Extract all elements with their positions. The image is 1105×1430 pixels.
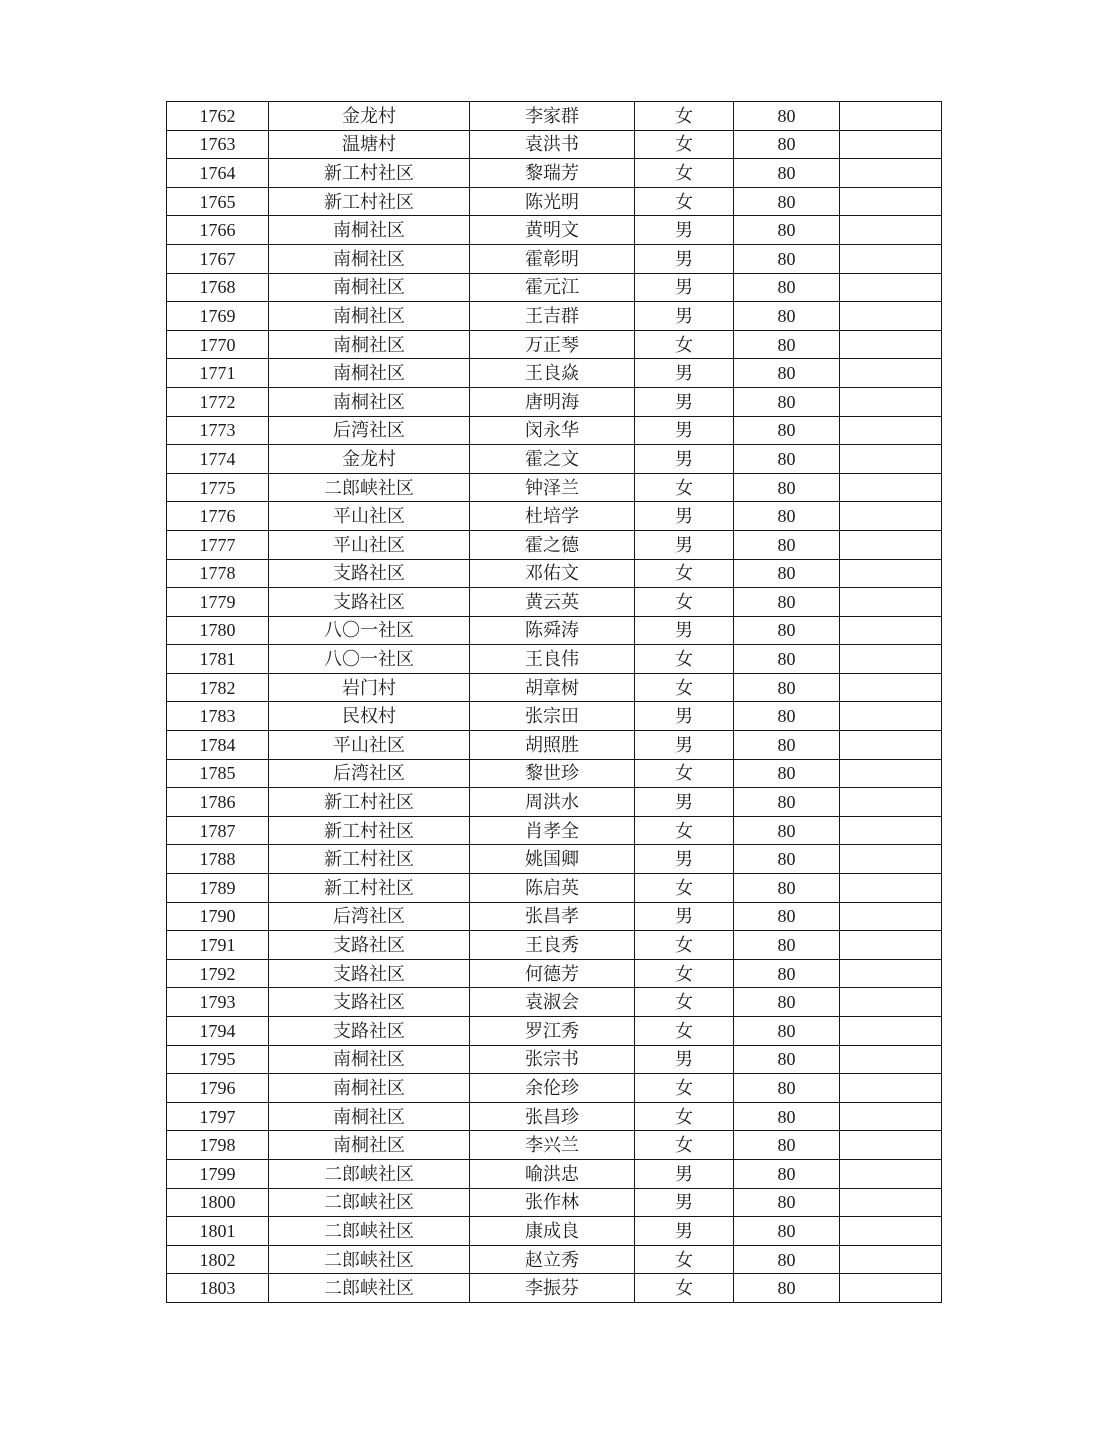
cell-community: 南桐社区 [269,1074,470,1103]
cell-remark [840,874,942,903]
cell-gender: 女 [635,130,734,159]
cell-age: 80 [734,187,840,216]
cell-name: 康成良 [470,1217,635,1246]
cell-community: 金龙村 [269,445,470,474]
cell-name: 赵立秀 [470,1245,635,1274]
cell-gender: 男 [635,244,734,273]
table-row [167,1274,942,1303]
cell-serial-no: 1769 [167,302,269,331]
table-row [167,530,942,559]
cell-name: 李振芬 [470,1274,635,1303]
cell-remark [840,502,942,531]
cell-community: 南桐社区 [269,1131,470,1160]
cell-remark [840,130,942,159]
cell-age: 80 [734,845,840,874]
cell-gender: 男 [635,845,734,874]
cell-community: 后湾社区 [269,759,470,788]
cell-name: 李兴兰 [470,1131,635,1160]
cell-community: 八〇一社区 [269,645,470,674]
table-row [167,645,942,674]
cell-name: 罗江秀 [470,1017,635,1046]
cell-name: 余伦珍 [470,1074,635,1103]
cell-gender: 女 [635,159,734,188]
table-row [167,102,942,131]
cell-gender: 男 [635,1159,734,1188]
cell-name: 唐明海 [470,387,635,416]
cell-community: 后湾社区 [269,902,470,931]
table-row [167,588,942,617]
cell-community: 新工村社区 [269,788,470,817]
cell-community: 二郎峡社区 [269,1274,470,1303]
cell-community: 南桐社区 [269,387,470,416]
cell-serial-no: 1772 [167,387,269,416]
cell-gender: 女 [635,931,734,960]
cell-remark [840,216,942,245]
table-row [167,187,942,216]
cell-gender: 女 [635,473,734,502]
cell-serial-no: 1784 [167,731,269,760]
cell-community: 平山社区 [269,502,470,531]
cell-age: 80 [734,1074,840,1103]
cell-serial-no: 1794 [167,1017,269,1046]
cell-age: 80 [734,1274,840,1303]
cell-gender: 男 [635,302,734,331]
table-row [167,1245,942,1274]
cell-remark [840,1102,942,1131]
cell-name: 黎瑞芳 [470,159,635,188]
roster-table-body [167,102,942,1303]
cell-age: 80 [734,588,840,617]
table-row [167,559,942,588]
cell-remark [840,673,942,702]
cell-serial-no: 1776 [167,502,269,531]
cell-name: 霍元江 [470,273,635,302]
cell-gender: 女 [635,673,734,702]
cell-name: 喻洪忠 [470,1159,635,1188]
table-row [167,959,942,988]
cell-remark [840,902,942,931]
cell-community: 支路社区 [269,959,470,988]
cell-name: 姚国卿 [470,845,635,874]
cell-gender: 男 [635,416,734,445]
cell-serial-no: 1767 [167,244,269,273]
cell-age: 80 [734,130,840,159]
cell-name: 闵永华 [470,416,635,445]
cell-name: 霍之文 [470,445,635,474]
cell-serial-no: 1782 [167,673,269,702]
cell-gender: 男 [635,273,734,302]
cell-age: 80 [734,816,840,845]
cell-community: 支路社区 [269,931,470,960]
cell-name: 袁洪书 [470,130,635,159]
table-row [167,702,942,731]
cell-community: 南桐社区 [269,302,470,331]
cell-serial-no: 1766 [167,216,269,245]
table-row [167,416,942,445]
cell-name: 张宗书 [470,1045,635,1074]
cell-gender: 男 [635,1045,734,1074]
cell-gender: 女 [635,759,734,788]
cell-age: 80 [734,530,840,559]
cell-serial-no: 1785 [167,759,269,788]
table-row [167,273,942,302]
cell-remark [840,788,942,817]
cell-name: 李家群 [470,102,635,131]
cell-age: 80 [734,902,840,931]
cell-gender: 男 [635,902,734,931]
cell-serial-no: 1779 [167,588,269,617]
cell-age: 80 [734,988,840,1017]
cell-community: 南桐社区 [269,216,470,245]
cell-remark [840,1159,942,1188]
cell-community: 南桐社区 [269,1102,470,1131]
cell-name: 邓佑文 [470,559,635,588]
cell-gender: 男 [635,387,734,416]
cell-community: 民权村 [269,702,470,731]
cell-community: 南桐社区 [269,1045,470,1074]
table-row [167,302,942,331]
cell-community: 支路社区 [269,588,470,617]
cell-age: 80 [734,416,840,445]
cell-age: 80 [734,1188,840,1217]
cell-remark [840,273,942,302]
cell-remark [840,702,942,731]
cell-serial-no: 1802 [167,1245,269,1274]
cell-serial-no: 1787 [167,816,269,845]
table-row [167,902,942,931]
cell-community: 新工村社区 [269,816,470,845]
table-row [167,1188,942,1217]
cell-community: 新工村社区 [269,187,470,216]
cell-remark [840,1188,942,1217]
cell-remark [840,1245,942,1274]
cell-community: 岩门村 [269,673,470,702]
cell-remark [840,244,942,273]
cell-age: 80 [734,673,840,702]
cell-remark [840,1274,942,1303]
cell-serial-no: 1771 [167,359,269,388]
cell-age: 80 [734,731,840,760]
cell-remark [840,1074,942,1103]
cell-name: 霍之德 [470,530,635,559]
cell-serial-no: 1774 [167,445,269,474]
cell-name: 王良秀 [470,931,635,960]
cell-name: 张作林 [470,1188,635,1217]
cell-serial-no: 1783 [167,702,269,731]
cell-name: 万正琴 [470,330,635,359]
cell-gender: 男 [635,702,734,731]
cell-community: 二郎峡社区 [269,1217,470,1246]
table-row [167,788,942,817]
cell-name: 王良焱 [470,359,635,388]
cell-community: 南桐社区 [269,359,470,388]
cell-remark [840,530,942,559]
cell-age: 80 [734,959,840,988]
cell-serial-no: 1789 [167,874,269,903]
cell-name: 霍彰明 [470,244,635,273]
cell-gender: 女 [635,330,734,359]
table-row [167,1045,942,1074]
cell-gender: 男 [635,502,734,531]
table-row [167,244,942,273]
cell-gender: 男 [635,616,734,645]
cell-name: 何德芳 [470,959,635,988]
cell-serial-no: 1780 [167,616,269,645]
cell-serial-no: 1801 [167,1217,269,1246]
cell-remark [840,645,942,674]
cell-community: 支路社区 [269,1017,470,1046]
table-row [167,1017,942,1046]
cell-remark [840,102,942,131]
cell-gender: 女 [635,988,734,1017]
cell-gender: 女 [635,645,734,674]
cell-serial-no: 1762 [167,102,269,131]
table-row [167,759,942,788]
cell-name: 陈启英 [470,874,635,903]
cell-remark [840,473,942,502]
cell-remark [840,1045,942,1074]
cell-age: 80 [734,788,840,817]
cell-community: 温塘村 [269,130,470,159]
cell-name: 肖孝全 [470,816,635,845]
cell-remark [840,187,942,216]
cell-name: 陈光明 [470,187,635,216]
cell-remark [840,759,942,788]
cell-community: 金龙村 [269,102,470,131]
cell-age: 80 [734,1045,840,1074]
cell-gender: 女 [635,1102,734,1131]
cell-gender: 男 [635,359,734,388]
cell-serial-no: 1763 [167,130,269,159]
table-row [167,502,942,531]
cell-gender: 女 [635,187,734,216]
table-row [167,1102,942,1131]
cell-gender: 男 [635,445,734,474]
cell-serial-no: 1770 [167,330,269,359]
cell-name: 钟泽兰 [470,473,635,502]
cell-age: 80 [734,1102,840,1131]
cell-gender: 女 [635,1131,734,1160]
cell-community: 新工村社区 [269,874,470,903]
cell-serial-no: 1790 [167,902,269,931]
cell-gender: 女 [635,1274,734,1303]
cell-community: 南桐社区 [269,244,470,273]
cell-age: 80 [734,159,840,188]
table-row [167,988,942,1017]
table-row [167,387,942,416]
cell-age: 80 [734,874,840,903]
cell-remark [840,816,942,845]
cell-serial-no: 1793 [167,988,269,1017]
cell-gender: 女 [635,559,734,588]
cell-serial-no: 1792 [167,959,269,988]
cell-remark [840,330,942,359]
table-row [167,1131,942,1160]
cell-serial-no: 1803 [167,1274,269,1303]
cell-age: 80 [734,1245,840,1274]
cell-gender: 女 [635,959,734,988]
cell-age: 80 [734,1217,840,1246]
cell-name: 张宗田 [470,702,635,731]
cell-serial-no: 1786 [167,788,269,817]
cell-name: 杜培学 [470,502,635,531]
cell-name: 张昌珍 [470,1102,635,1131]
cell-remark [840,302,942,331]
cell-community: 平山社区 [269,530,470,559]
cell-serial-no: 1765 [167,187,269,216]
cell-serial-no: 1799 [167,1159,269,1188]
cell-serial-no: 1768 [167,273,269,302]
cell-remark [840,387,942,416]
cell-age: 80 [734,445,840,474]
roster-table [166,101,942,1303]
cell-community: 八〇一社区 [269,616,470,645]
cell-age: 80 [734,616,840,645]
cell-serial-no: 1773 [167,416,269,445]
cell-serial-no: 1777 [167,530,269,559]
cell-age: 80 [734,559,840,588]
cell-serial-no: 1796 [167,1074,269,1103]
cell-gender: 女 [635,816,734,845]
cell-age: 80 [734,645,840,674]
table-row [167,1217,942,1246]
table-row [167,845,942,874]
cell-serial-no: 1797 [167,1102,269,1131]
cell-name: 黄明文 [470,216,635,245]
cell-gender: 女 [635,1074,734,1103]
cell-age: 80 [734,1017,840,1046]
cell-age: 80 [734,1131,840,1160]
cell-gender: 女 [635,102,734,131]
cell-age: 80 [734,302,840,331]
cell-community: 二郎峡社区 [269,1188,470,1217]
cell-remark [840,1217,942,1246]
cell-community: 支路社区 [269,559,470,588]
cell-name: 王吉群 [470,302,635,331]
cell-gender: 女 [635,1017,734,1046]
cell-serial-no: 1795 [167,1045,269,1074]
cell-remark [840,988,942,1017]
cell-gender: 男 [635,788,734,817]
cell-remark [840,359,942,388]
table-row [167,1074,942,1103]
cell-serial-no: 1788 [167,845,269,874]
cell-remark [840,959,942,988]
cell-community: 二郎峡社区 [269,1159,470,1188]
cell-gender: 男 [635,1217,734,1246]
cell-community: 南桐社区 [269,330,470,359]
cell-community: 二郎峡社区 [269,1245,470,1274]
cell-name: 王良伟 [470,645,635,674]
cell-community: 平山社区 [269,731,470,760]
table-row [167,445,942,474]
table-row [167,359,942,388]
cell-gender: 男 [635,530,734,559]
cell-age: 80 [734,273,840,302]
cell-age: 80 [734,102,840,131]
cell-age: 80 [734,702,840,731]
cell-name: 黄云英 [470,588,635,617]
table-row [167,330,942,359]
cell-gender: 男 [635,1188,734,1217]
table-row [167,130,942,159]
cell-serial-no: 1778 [167,559,269,588]
cell-remark [840,559,942,588]
table-row [167,159,942,188]
table-row [167,473,942,502]
cell-gender: 男 [635,731,734,760]
cell-gender: 女 [635,588,734,617]
cell-age: 80 [734,216,840,245]
cell-age: 80 [734,473,840,502]
cell-name: 周洪水 [470,788,635,817]
cell-age: 80 [734,502,840,531]
cell-remark [840,445,942,474]
table-row [167,216,942,245]
cell-community: 支路社区 [269,988,470,1017]
cell-remark [840,159,942,188]
cell-community: 新工村社区 [269,159,470,188]
cell-serial-no: 1791 [167,931,269,960]
table-row [167,731,942,760]
cell-age: 80 [734,359,840,388]
table-row [167,673,942,702]
cell-remark [840,416,942,445]
cell-age: 80 [734,330,840,359]
cell-age: 80 [734,387,840,416]
cell-remark [840,931,942,960]
cell-name: 胡章树 [470,673,635,702]
cell-community: 南桐社区 [269,273,470,302]
cell-community: 新工村社区 [269,845,470,874]
table-row [167,1159,942,1188]
cell-gender: 女 [635,1245,734,1274]
cell-age: 80 [734,931,840,960]
table-row [167,931,942,960]
cell-age: 80 [734,759,840,788]
cell-gender: 男 [635,216,734,245]
table-row [167,816,942,845]
cell-remark [840,616,942,645]
cell-name: 袁淑会 [470,988,635,1017]
cell-name: 黎世珍 [470,759,635,788]
cell-remark [840,731,942,760]
cell-remark [840,845,942,874]
cell-serial-no: 1798 [167,1131,269,1160]
cell-community: 二郎峡社区 [269,473,470,502]
cell-name: 张昌孝 [470,902,635,931]
cell-remark [840,1017,942,1046]
table-row [167,874,942,903]
cell-name: 陈舜涛 [470,616,635,645]
cell-gender: 女 [635,874,734,903]
cell-age: 80 [734,1159,840,1188]
cell-community: 后湾社区 [269,416,470,445]
table-row [167,616,942,645]
cell-serial-no: 1781 [167,645,269,674]
cell-remark [840,588,942,617]
cell-age: 80 [734,244,840,273]
cell-name: 胡照胜 [470,731,635,760]
cell-remark [840,1131,942,1160]
cell-serial-no: 1800 [167,1188,269,1217]
cell-serial-no: 1764 [167,159,269,188]
cell-serial-no: 1775 [167,473,269,502]
